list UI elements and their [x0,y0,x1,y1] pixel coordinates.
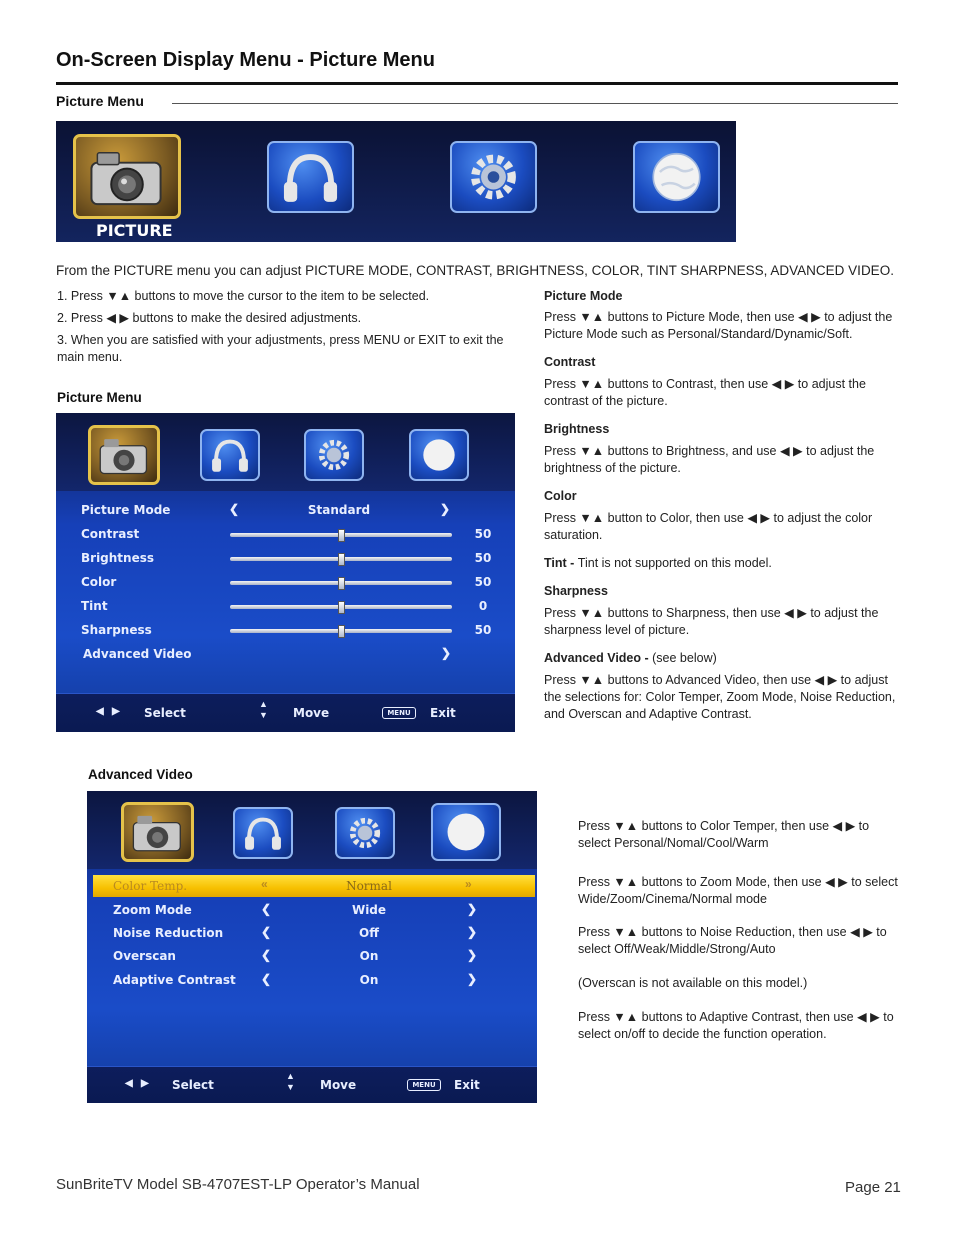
advanced-video-label[interactable]: Advanced Video [83,647,192,661]
tint-value: 0 [478,599,488,613]
left-right-arrows-icon: ◀ ▶ [125,1078,149,1089]
left-right-arrows-icon: ◀ ▶ [96,706,120,717]
right-arrow-icon[interactable]: ❯ [467,925,478,939]
sharpness-slider-knob[interactable] [338,625,345,638]
tint-label[interactable]: Tint [81,599,108,613]
adaptive-contrast-note: Press ▼▲ buttons to Adaptive Contrast, then use ◀ ▶ to select on/off to decide the function operation. [578,1010,894,1041]
overscan-note: (Overscan is not available on this model.) [578,976,808,990]
tint-desc: Tint is not supported on this model. [577,556,772,570]
osd-footer [56,693,515,732]
right-arrow-icon[interactable]: ❯ [440,502,451,516]
manual-title: SunBriteTV Model SB-4707EST-LP Operator’s Manual [56,1176,420,1193]
right-arrow-icon[interactable]: ❯ [467,948,478,962]
tint-slider-knob[interactable] [338,601,345,614]
banner-selected-label: PICTURE [96,221,173,240]
color-temp-value: Normal [346,879,392,893]
brightness-heading: Brightness [544,422,610,436]
color-label[interactable]: Color [81,575,117,589]
descriptions-column [544,288,900,723]
contrast-desc: Press ▼▲ buttons to Contrast, then use ◀ ▶ to adjust the contrast of the picture. [544,377,866,408]
brightness-value: 50 [474,551,492,565]
gear-icon [335,807,395,859]
osd-footer [87,1066,537,1103]
picture-mode-desc: Press ▼▲ buttons to Picture Mode, then use ◀ ▶ to adjust the Picture Mode such as Personal/Standard/Dynamic/Soft. [544,310,893,341]
menu-key-icon: MENU [382,707,416,719]
color-temp-label[interactable]: Color Temp. [113,879,188,893]
move-hint: Move [293,706,330,720]
step-1: 1. Press ▼▲ buttons to move the cursor to the item to be selected. [57,289,430,303]
left-arrow-icon[interactable]: ❮ [261,972,272,986]
sharpness-heading: Sharpness [544,584,608,598]
advanced-video-screen [87,791,537,1103]
section-divider [172,103,898,104]
color-desc: Press ▼▲ button to Color, then use ◀ ▶ to adjust the color saturation. [544,511,873,542]
step-3: 3. When you are satisfied with your adjustments, press MENU or EXIT to exit the main menu. [57,333,504,364]
adaptive-contrast-label[interactable]: Adaptive Contrast [113,973,236,987]
zoom-mode-note: Press ▼▲ buttons to Zoom Mode, then use ◀ ▶ to select Wide/Zoom/Cinema/Normal mode [578,875,898,906]
up-down-arrows-icon: ▲ ▼ [259,699,268,720]
picture-menu-caption: Picture Menu [57,390,142,405]
color-slider-knob[interactable] [338,577,345,590]
select-hint: Select [144,706,186,720]
color-value: 50 [474,575,492,589]
adaptive-contrast-value: On [359,973,379,987]
section-heading: Picture Menu [56,93,144,109]
intro-text: From the PICTURE menu you can adjust PICTURE MODE, CONTRAST, BRIGHTNESS, COLOR, TINT SHARPNESS, ADVANCED VIDEO. [56,263,894,278]
camera-icon [88,425,160,485]
advanced-video-heading: Advanced Video - [544,651,653,665]
exit-hint: Exit [454,1078,480,1092]
tint-heading: Tint - [544,556,578,570]
zoom-mode-value: Wide [351,903,387,917]
page-number: Page 21 [845,1179,901,1196]
contrast-heading: Contrast [544,355,596,369]
tint-desc-line [544,555,900,572]
advanced-video-heading-line [544,650,900,667]
camera-icon [73,134,181,219]
sharpness-label[interactable]: Sharpness [81,623,152,637]
select-hint: Select [172,1078,214,1092]
headphones-icon [267,141,354,213]
zoom-mode-label[interactable]: Zoom Mode [113,903,192,917]
contrast-slider-knob[interactable] [338,529,345,542]
noise-reduction-value: Off [359,926,379,940]
left-arrow-icon[interactable]: ❮ [261,902,272,916]
contrast-label[interactable]: Contrast [81,527,140,541]
globe-icon [409,429,469,481]
right-arrow-icon[interactable]: ❯ [467,902,478,916]
globe-icon [633,141,720,213]
overscan-value: On [359,949,379,963]
brightness-desc: Press ▼▲ buttons to Brightness, and use ◀ ▶ to adjust the brightness of the picture. [544,444,875,475]
advanced-video-note: (see below) [652,651,717,665]
headphones-icon [200,429,260,481]
picture-mode-heading: Picture Mode [544,289,623,303]
right-arrow-icon[interactable]: ❯ [467,972,478,986]
gear-icon [450,141,537,213]
picture-menu-screen [56,413,515,732]
advanced-video-desc: Press ▼▲ buttons to Advanced Video, then use ◀ ▶ to adjust the selections for: Color Temper, Zoom Mode, Noise Reduction, and Overscan and Adaptive Contrast. [544,673,896,721]
menu-banner [56,121,736,242]
color-heading: Color [544,489,577,503]
brightness-label[interactable]: Brightness [81,551,155,565]
advanced-video-caption: Advanced Video [88,767,193,782]
picture-mode-value: Standard [307,503,371,517]
picture-mode-label[interactable]: Picture Mode [81,503,171,517]
sharpness-desc: Press ▼▲ buttons to Sharpness, then use ◀ ▶ to adjust the sharpness level of picture. [544,606,879,637]
title-divider [56,82,898,85]
right-arrow-icon[interactable]: ❯ [441,646,452,660]
camera-icon [121,802,194,862]
overscan-label[interactable]: Overscan [113,949,176,963]
menu-key-icon: MENU [407,1079,441,1091]
headphones-icon [233,807,293,859]
exit-hint: Exit [430,706,456,720]
gear-icon [304,429,364,481]
page-title: On-Screen Display Menu - Picture Menu [56,49,435,71]
move-hint: Move [320,1078,357,1092]
left-arrow-icon[interactable]: ❮ [261,925,272,939]
noise-reduction-label[interactable]: Noise Reduction [113,926,224,940]
noise-reduction-note: Press ▼▲ buttons to Noise Reduction, then use ◀ ▶ to select Off/Weak/Middle/Strong/Auto [578,925,887,956]
sharpness-value: 50 [474,623,492,637]
color-temp-note: Press ▼▲ buttons to Color Temper, then use ◀ ▶ to select Personal/Nomal/Cool/Warm [578,819,870,850]
left-double-arrow-icon[interactable]: « [261,877,268,891]
right-double-arrow-icon[interactable]: » [465,877,472,891]
globe-icon [431,803,501,861]
left-arrow-icon[interactable]: ❮ [229,502,240,516]
step-2: 2. Press ◀ ▶ buttons to make the desired adjustments. [57,311,362,325]
up-down-arrows-icon: ▲ ▼ [286,1071,295,1092]
contrast-value: 50 [474,527,492,541]
brightness-slider-knob[interactable] [338,553,345,566]
left-arrow-icon[interactable]: ❮ [261,948,272,962]
